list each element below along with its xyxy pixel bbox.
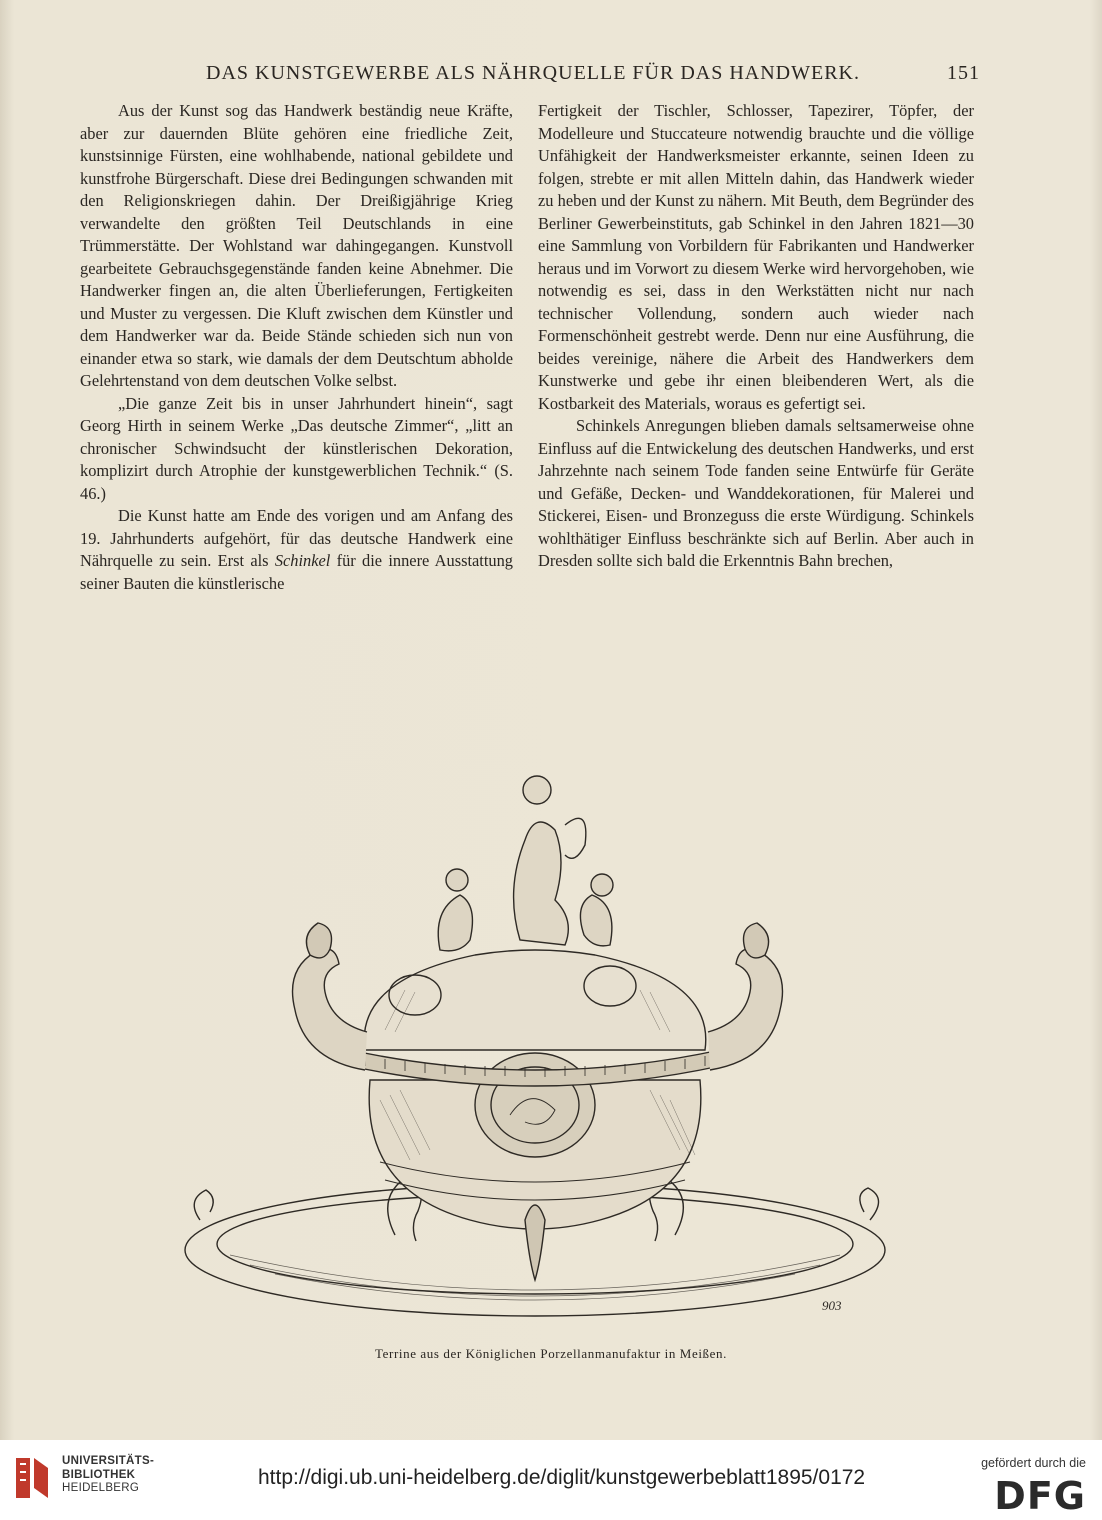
page-number: 151	[947, 62, 980, 84]
library-name-line-2: BIBLIOTHEK	[62, 1468, 136, 1481]
right-putto	[580, 895, 611, 946]
right-paragraph-2: Schinkels Anregungen blieben damals seltsamerweise ohne Einfluss auf die Entwickelung des deutschen Handwerks, und erst Jahrzehnte nach seinem Tode fanden seine Entwürfe für Geräte und Gefäße, Decken- und Wanddekorationen, für Malerei und Stickerei, Eisen- und Bronzeguss die erste Würdigung. Schinkels wohlthätiger Einfluss beschränkte sich auf Berlin. Aber auch in Dresden sollte sich bald die Erkenntnis Bahn brechen,	[538, 416, 974, 570]
plate-number: 903	[822, 1298, 842, 1313]
left-putto	[438, 895, 472, 951]
library-name-line-1: UNIVERSITÄTS-	[62, 1455, 155, 1467]
digitization-footer	[0, 1440, 1102, 1520]
right-paragraph-1: Fertigkeit der Tischler, Schlosser, Tapezirer, Töpfer, der Modelleure und Stuccateure notwendig brauchte und die völlige Unfähigkeit der Handwerksmeister erkannte, seinen Ideen zu folgen, strebte er mit allen Mitteln dahin, das Handwerk wieder zu heben und der Kunst zu nähern. Mit Beuth, dem Begründer des Berliner Gewerbeinstituts, gab Schinkel in den Jahren 1821—30 eine Sammlung von Vorbildern für Fabrikanten und Handwerker heraus und im Vorwort zu diesem Werke wird hervorgehoben, wie notwendig es sei, dass in den Werkstätten nicht nur nach technischer Vollendung, sondern auch wieder nach Formenschönheit gestrebt werde. Denn nur eine Ausführung, die beides vereinige, nähere die Arbeit des Handwerkers dem Kunstwerke und gebe ihr einen bleibenderen Wert, als die Kostbarkeit des Materials, woraus es gefertigt sei.	[538, 101, 974, 413]
dfg-logo: DFG	[994, 1474, 1086, 1518]
running-header-title: DAS KUNSTGEWERBE ALS NÄHRQUELLE FÜR DAS HANDWERK.	[206, 62, 860, 84]
tureen-engraving	[170, 750, 910, 1340]
left-paragraph-3	[80, 505, 513, 595]
source-url[interactable]: http://digi.ub.uni-heidelberg.de/diglit/kunstgewerbeblatt1895/0172	[258, 1466, 866, 1489]
figure-caption: Terrine aus der Königlichen Porzellanmanufaktur in Meißen.	[375, 1346, 727, 1361]
library-name-line-3: HEIDELBERG	[62, 1482, 140, 1494]
left-handle	[293, 949, 368, 1070]
schinkel-name: Schinkel	[274, 551, 331, 570]
left-paragraph-3-end: für die innere Ausstattung seiner Bauten die künstlerische	[80, 551, 513, 593]
library-name	[62, 1455, 154, 1496]
left-paragraph-3-start: Die Kunst hatte am Ende des vorigen und am Anfang des 19. Jahrhunderts aufgehört, für das deutsche Handwerk eine Nährquelle zu sein. Erst als	[80, 506, 513, 570]
funding-note: gefördert durch die	[981, 1456, 1086, 1470]
left-paragraph-2: „Die ganze Zeit bis in unser Jahrhundert hinein“, sagt Georg Hirth in seinem Werke „Das deutsche Zimmer“, „litt an chronischer Schwindsucht der künstlerischen Dekoration, komplizirt durch Atrophie der kunstgewerblichen Technik.“ (S. 46.)	[80, 393, 513, 503]
finial-figure	[514, 822, 569, 945]
left-paragraph-1: Aus der Kunst sog das Handwerk beständig neue Kräfte, aber zur dauernden Blüte gehören eine friedliche Zeit, kunstsinnige Fürsten, eine wohlhabende, national gebildete und kunstfrohe Bürgerschaft. Diese drei Bedingungen schwanden mit den Religionskriegen dahin. Der Dreißigjährige Krieg verwandelte den größten Teil Deutschlands in eine Trümmerstätte. Der Wohlstand war dahingegangen. Kunstvoll gearbeitete Gebrauchsgegenstände fanden keine Abnehmer. Die Handwerker fingen an, die alten Überlieferungen, Fertigkeiten und Muster zu vergessen. Die Kluft zwischen dem Künstler und dem Handwerker war da. Beide Stände schieden sich nun von einander etwa so stark, wie damals der dem Deutschtum abholde Gelehrtenstand von dem deutschen Volke selbst.	[80, 101, 513, 390]
right-text-column	[538, 100, 974, 573]
right-handle	[708, 949, 783, 1070]
left-text-column	[80, 100, 513, 595]
library-logo-icon	[14, 1454, 54, 1502]
running-header	[80, 62, 980, 96]
tureen-lid	[364, 950, 706, 1050]
